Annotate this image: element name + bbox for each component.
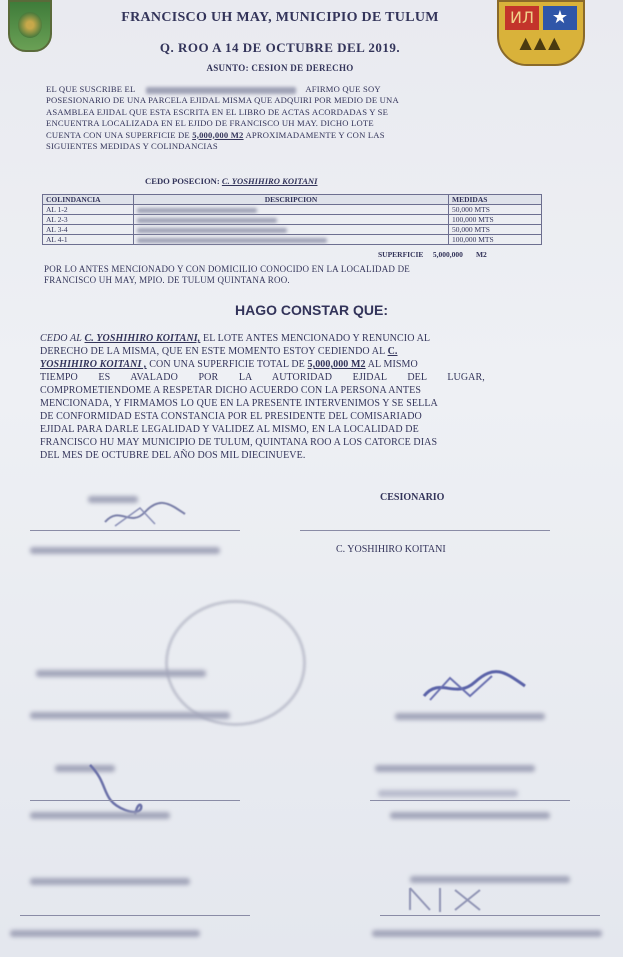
official-stamp	[165, 600, 306, 726]
table-row: AL 4-1 100,000 MTS	[43, 235, 542, 245]
header-colindancia: COLINDANCIA	[43, 195, 134, 205]
intro-line-6: SIGUIENTES MEDIDAS Y COLINDANCIAS	[46, 141, 218, 152]
hago-constar-heading: HAGO CONSTAR QUE:	[235, 302, 388, 318]
cesionario-name: C. YOSHIHIRO KOITANI	[336, 544, 446, 555]
table-row: AL 3-4 50,000 MTS	[43, 225, 542, 235]
cedo-posecion: CEDO POSECION: C. YOSHIHIRO KOITANI	[145, 176, 318, 186]
intro-line-1: EL QUE SUSCRIBE EL AFIRMO QUE SOY	[46, 84, 381, 94]
table-header-row	[43, 195, 542, 205]
table-row: AL 2-3 100,000 MTS	[43, 215, 542, 225]
intro-line-3: ASAMBLEA EJIDAL QUE ESTA ESCRITA EN EL LIBRO DE ACTAS ACORDADAS Y SE	[46, 106, 389, 117]
coat-of-arms-left-quarter: ИЛ	[505, 6, 539, 30]
intro-line-2: POSESIONARIO DE UNA PARCELA EJIDAL MISMA QUE ADQUIRI POR MEDIO DE UNA	[46, 95, 399, 106]
domicile-paragraph: POR LO ANTES MENCIONADO Y CON DOMICILIO CONOCIDO EN LA LOCALIDAD DE FRANCISCO UH MAY, MPIO. DE TULUM QUINTANA ROO.	[44, 264, 410, 286]
signature-scribble	[420, 666, 530, 706]
ejido-logo-left	[8, 0, 52, 52]
intro-line-4: ENCUENTRA LOCALIZADA EN EL EJIDO DE FRANCISCO UH MAY. DICHO LOTE	[46, 118, 374, 129]
document-title: FRANCISCO UH MAY, MUNICIPIO DE TULUM	[121, 10, 439, 25]
signature-scribble	[80, 760, 150, 820]
intro-line-5: CUENTA CON UNA SUPERFICIE DE 5,000,000 M2 APROXIMADAMENTE Y CON LAS	[46, 129, 385, 140]
signature-scribble	[100, 500, 190, 530]
star-icon: ★	[543, 6, 577, 30]
superficie-total: SUPERFICIE 5,000,000 M2	[378, 250, 487, 259]
surface-value: 5,000,000 M2	[192, 129, 244, 140]
date-line: Q. ROO A 14 DE OCTUBRE DEL 2019.	[159, 40, 401, 55]
coat-of-arms-bottom: ▲▲▲	[519, 33, 563, 52]
subject-line: ASUNTO: CESION DE DERECHO	[206, 63, 354, 73]
main-body: CEDO AL C. YOSHIHIRO KOITANI, EL LOTE ANTES MENCIONADO Y RENUNCIO AL DERECHO DE LA MISMA, QUE EN ESTE MOMENTO ESTOY CEDIENDO AL C. YOSHIHIRO KOITANI , CON UNA SUPERFICIE TOTAL DE 5,000,000 M2 AL MISMO TIEMPO ES AVALADO POR LA AUTORIDAD EJIDAL DEL LUGAR, COMPROMETIENDOME A RESPETAR DICHO ACUERDO CON LA PERSONA ANTES MENCIONADA, Y FIRMAMOS LO QUE EN LA PRESENTE INTERVENIMOS Y SE SELLA DE CONFORMIDAD ESTA CONSTANCIA POR EL PRESIDENTE DEL COMISARIADO EJIDAL PARA DARLE LEGALIDAD Y VALIDEZ AL MISMO, EN LA LOCALIDAD DE FRANCISCO HU MAY MUNICIPIO DE TULUM, QUINTANA ROO A LOS CATORCE DIAS DEL MES DE OCTUBRE DEL AÑO DOS MIL DIECINUEVE.	[40, 333, 485, 461]
cesionario-label: CESIONARIO	[380, 492, 445, 503]
intro-paragraph	[46, 84, 546, 152]
quintana-roo-coat-of-arms	[497, 0, 585, 66]
cesionario-name-inline: C. YOSHIHIRO KOITANI	[221, 176, 318, 186]
colindancias-table	[42, 194, 542, 245]
redacted-name	[146, 87, 296, 94]
header-descripcion: DESCRIPCION	[134, 195, 449, 205]
signature-scribble	[400, 880, 510, 920]
table-row: AL 1-2 50,000 MTS	[43, 205, 542, 215]
header-medidas: MEDIDAS	[449, 195, 542, 205]
